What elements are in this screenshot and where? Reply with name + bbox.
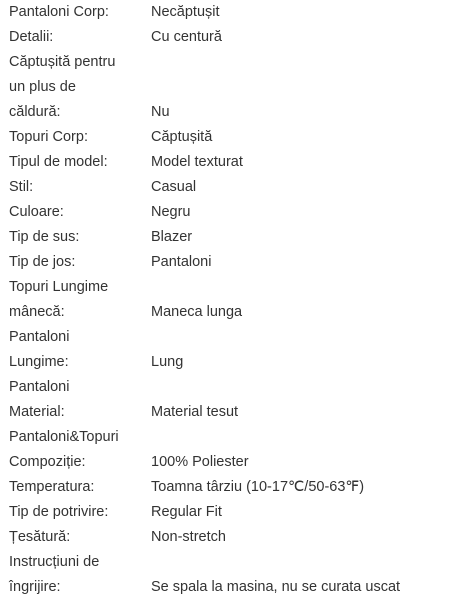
spec-label	[0, 125, 151, 150]
spec-row	[0, 425, 449, 475]
spec-label	[0, 325, 151, 375]
spec-row	[0, 225, 449, 250]
spec-label-line: căldură:	[9, 104, 61, 120]
spec-label-line: Pantaloni	[9, 329, 70, 345]
spec-label	[0, 25, 151, 50]
spec-label	[0, 500, 151, 525]
spec-value: Toamna târziu (10-17℃/50-63℉)	[151, 479, 365, 495]
spec-row	[0, 500, 449, 525]
spec-label-line: Țesătură:	[9, 529, 71, 545]
spec-value: Maneca lunga	[151, 304, 243, 320]
spec-row	[0, 475, 449, 500]
spec-label	[0, 250, 151, 275]
spec-label-line: Stil:	[9, 179, 34, 195]
spec-label-line: Topuri Corp:	[9, 129, 88, 145]
spec-label	[0, 525, 151, 550]
spec-value: Lung	[151, 354, 184, 370]
spec-value: Pantaloni	[151, 254, 212, 270]
spec-row	[0, 550, 449, 600]
spec-value: Material tesut	[151, 404, 239, 420]
spec-row	[0, 325, 449, 375]
spec-label-line: Topuri Lungime	[9, 279, 109, 295]
spec-label-line: Detalii:	[9, 29, 54, 45]
spec-row	[0, 25, 449, 50]
spec-label	[0, 550, 151, 600]
spec-value: Blazer	[151, 229, 193, 245]
spec-row	[0, 0, 449, 25]
spec-label	[0, 200, 151, 225]
spec-row	[0, 250, 449, 275]
spec-label-line: Instrucțiuni de	[9, 554, 100, 570]
spec-label-line: mânecă:	[9, 304, 65, 320]
spec-row	[0, 125, 449, 150]
spec-row	[0, 150, 449, 175]
spec-label-line: Tip de jos:	[9, 254, 76, 270]
spec-label-line: Temperatura:	[9, 479, 95, 495]
spec-label-line: Pantaloni	[9, 379, 70, 395]
spec-row	[0, 375, 449, 425]
spec-row	[0, 200, 449, 225]
spec-value: Non-stretch	[151, 529, 226, 545]
spec-label-line: Compoziție:	[9, 454, 86, 470]
spec-label-line: Material:	[9, 404, 65, 420]
spec-value: Se spala la masina, nu se curata uscat	[151, 579, 401, 595]
spec-label-line: Căptușită pentru	[9, 54, 116, 70]
spec-label-line: îngrijire:	[9, 579, 61, 595]
spec-row	[0, 175, 449, 200]
spec-label-line: Lungime:	[9, 354, 69, 370]
spec-label	[0, 275, 151, 325]
spec-value: Cu centură	[151, 29, 222, 45]
spec-row	[0, 525, 449, 550]
spec-label	[0, 0, 151, 25]
spec-value: 100% Poliester	[151, 454, 249, 470]
spec-label	[0, 425, 151, 475]
spec-value: Negru	[151, 204, 191, 220]
spec-value: Căptușită	[151, 129, 213, 145]
spec-label-line: Tip de potrivire:	[9, 504, 109, 520]
spec-label-line: Pantaloni&Topuri	[9, 429, 119, 445]
spec-label	[0, 475, 151, 500]
spec-value: Casual	[151, 179, 197, 195]
spec-label	[0, 175, 151, 200]
spec-label-line: un plus de	[9, 79, 76, 95]
spec-label-line: Tip de sus:	[9, 229, 80, 245]
spec-value: Nu	[151, 104, 170, 120]
spec-label	[0, 150, 151, 175]
spec-label	[0, 225, 151, 250]
spec-value: Model texturat	[151, 154, 243, 170]
spec-label-line: Tipul de model:	[9, 154, 108, 170]
spec-value: Necăptușit	[151, 4, 220, 20]
spec-label-line: Culoare:	[9, 204, 64, 220]
spec-row	[0, 50, 449, 125]
spec-label	[0, 375, 151, 425]
spec-label-line: Pantaloni Corp:	[9, 4, 109, 20]
spec-row	[0, 275, 449, 325]
spec-label	[0, 50, 151, 125]
spec-value: Regular Fit	[151, 504, 222, 520]
